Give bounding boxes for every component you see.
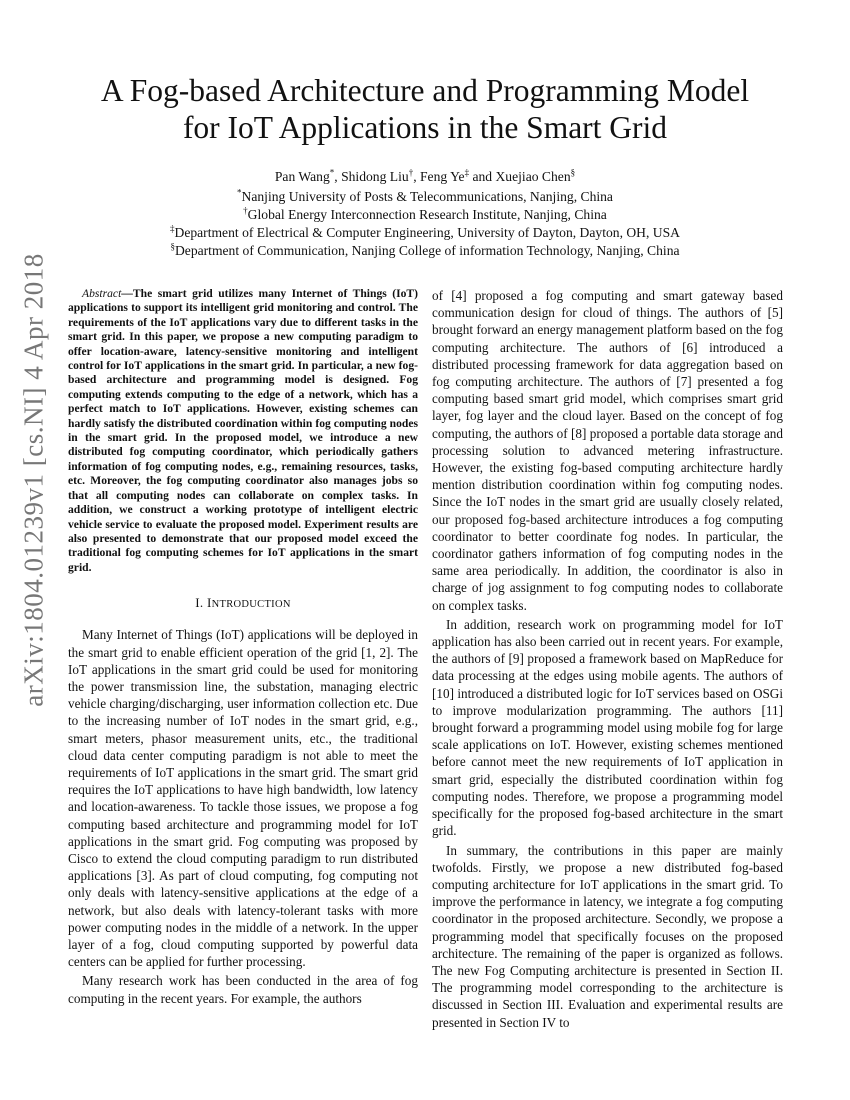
intro-paragraph-2: Many research work has been conducted in the area of fog computing in the recent years. For example, the authors — [68, 973, 418, 1006]
affiliation-2: †Global Energy Interconnection Research Institute, Nanjing, China — [243, 205, 607, 222]
section-title-initial: I — [206, 595, 212, 611]
section-title-rest: NTRODUCTION — [211, 599, 291, 611]
intro-paragraph-4: In summary, the contributions in this paper are mainly twofolds. Firstly, we propose a new distributed fog-based computing architecture for IoT applications in the smart grid. To improve the performance in latency, we integrate a fog computing coordinator in the proposed architecture. Secondly, we propose a programming model that specifically focuses on the proposed architecture. The remaining of the paper is organized as follows. The new Fog Computing architecture is presented in Section II. The programming model corresponding to the architecture is discussed in Section III. Evaluation and experimental results are presented in Section IV to — [432, 842, 783, 1030]
abstract — [68, 287, 418, 575]
right-column — [432, 287, 783, 1031]
left-column — [68, 287, 418, 1007]
affiliation-4: §Department of Communication, Nanjing College of information Technology, Nanjing, China — [170, 241, 680, 258]
author-names: Pan Wang*, Shidong Liu†, Feng Ye‡ and Xuejiao Chen§ — [274, 167, 576, 184]
paper-title-line-1: A Fog-based Architecture and Programming Model — [100, 73, 750, 108]
intro-paragraph-3: In addition, research work on programming model for IoT application has also been carried out in recent years. For example, the authors of [9] proposed a framework based on MapReduce for data processing at the edges using mobile agents. The authors of [10] introduced a distributed logic for IoT services based on OSGi to improve modularization programming. The authors [11] brought forward a programming model using mobile fog for large scale applications on IoT. However, existing schemes mentioned before cannot meet the new requirements of IoT application in smart grid, especially the distributed coordination within fog computing nodes. Therefore, we propose a programming model specifically for the proposed fog-based architecture in the smart grid. — [432, 616, 783, 839]
author-block — [60, 168, 790, 260]
affiliation-1: *Nanjing University of Posts & Telecommunications, Nanjing, China — [237, 187, 613, 204]
arxiv-sidebar — [0, 0, 60, 1100]
intro-paragraph-1: Many Internet of Things (IoT) applications will be deployed in the smart grid to enable efficient operation of the grid [1, 2]. The IoT applications in the smart grid could be used for monitoring the power transmission line, the substation, managing electric vehicle charging/discharging, user information collection etc. Due to the increasing number of IoT nodes in the smart grid, e.g., smart meters, phasor measurement units, etc., the traditional cloud data center computing paradigm is not able to meet the requirements of IoT applications in the smart grid. The smart grid requires the IoT applications to have high bandwidth, low latency and location-awareness. To tackle those issues, we propose a fog computing based architecture and programming model for IoT applications in the smart grid. Fog computing was proposed by Cisco to extend the cloud computing paradigm to run distributed applications [3]. As part of cloud computing, fog computing not only deals with latency-sensitive applications at the edge of a network, but also deals with latency-tolerant tasks with more power computing nodes in the middle of a network. In the upper layer of a fog, cloud computing supported by powerful data centers can be applied for further processing. — [68, 627, 418, 970]
section-number: I. — [195, 595, 207, 611]
arxiv-identifier: arXiv:1804.01239v1 [cs.NI] 4 Apr 2018 — [18, 253, 49, 707]
affiliation-3: ‡Department of Electrical & Computer Engineering, University of Dayton, Dayton, OH, USA — [170, 223, 680, 240]
abstract-label: Abstract — [82, 287, 122, 300]
section-heading-introduction — [68, 594, 418, 613]
paper-title-line-2: for IoT Applications in the Smart Grid — [182, 110, 668, 145]
intro-paragraph-2-continued: of [4] proposed a fog computing and smart gateway based communication design for cloud of things. The authors of [5] brought forward an energy management platform based on the fog computing architecture. The authors of [6] introduced a distributed processing framework for data aggregation based on fog computing architecture. The authors of [7] presented a fog computing based smart grid model, which comprises smart grid layer, fog layer and the cloud layer. Based on the concept of fog computing, the authors of [8] proposed a portable data storage and processing solution to advanced metering infrastructure. However, the existing fog-based computing architecture hardly mention distribution coordination within fog computing nodes. Since the IoT nodes in the smart grid are usually closely related, our proposed fog-based architecture introduces a fog computing coordinator to better coordinate fog nodes. In particular, the coordinator gathers information of fog computing nodes in the same area periodically. In addition, the coordinator is also in charge of jog assignment to fog computing nodes to collaborate on complex tasks. — [432, 288, 783, 613]
abstract-text: —The smart grid utilizes many Internet of Things (IoT) applications to support its intelligent grid monitoring and control. The requirements of the IoT applications vary due to different tasks in the smart grid. In this paper, we propose a new computing paradigm to offer location-aware, latency-sensitive monitoring and intelligent control for IoT applications in the smart grid. In particular, a new fog-based architecture and programming model is designed. Fog computing extends computing to the edge of a network, which has a perfect match to IoT applications. However, existing schemes can hardly satisfy the distributed coordination within fog computing nodes in the smart grid. In the proposed model, we introduce a new distributed fog computing coordinator, which periodically gathers information of fog computing nodes, e.g., remaining resources, tasks, etc. Moreover, the fog computing coordinator also manages jobs so that all computing nodes can collaborate on complex tasks. In addition, we construct a working prototype of intelligent electric vehicle service to evaluate the proposed model. Experiment results are also presented to demonstrate that our proposed model exceed the traditional fog computing schemes for IoT applications in the smart grid. — [68, 287, 418, 574]
paper-title — [60, 72, 790, 146]
